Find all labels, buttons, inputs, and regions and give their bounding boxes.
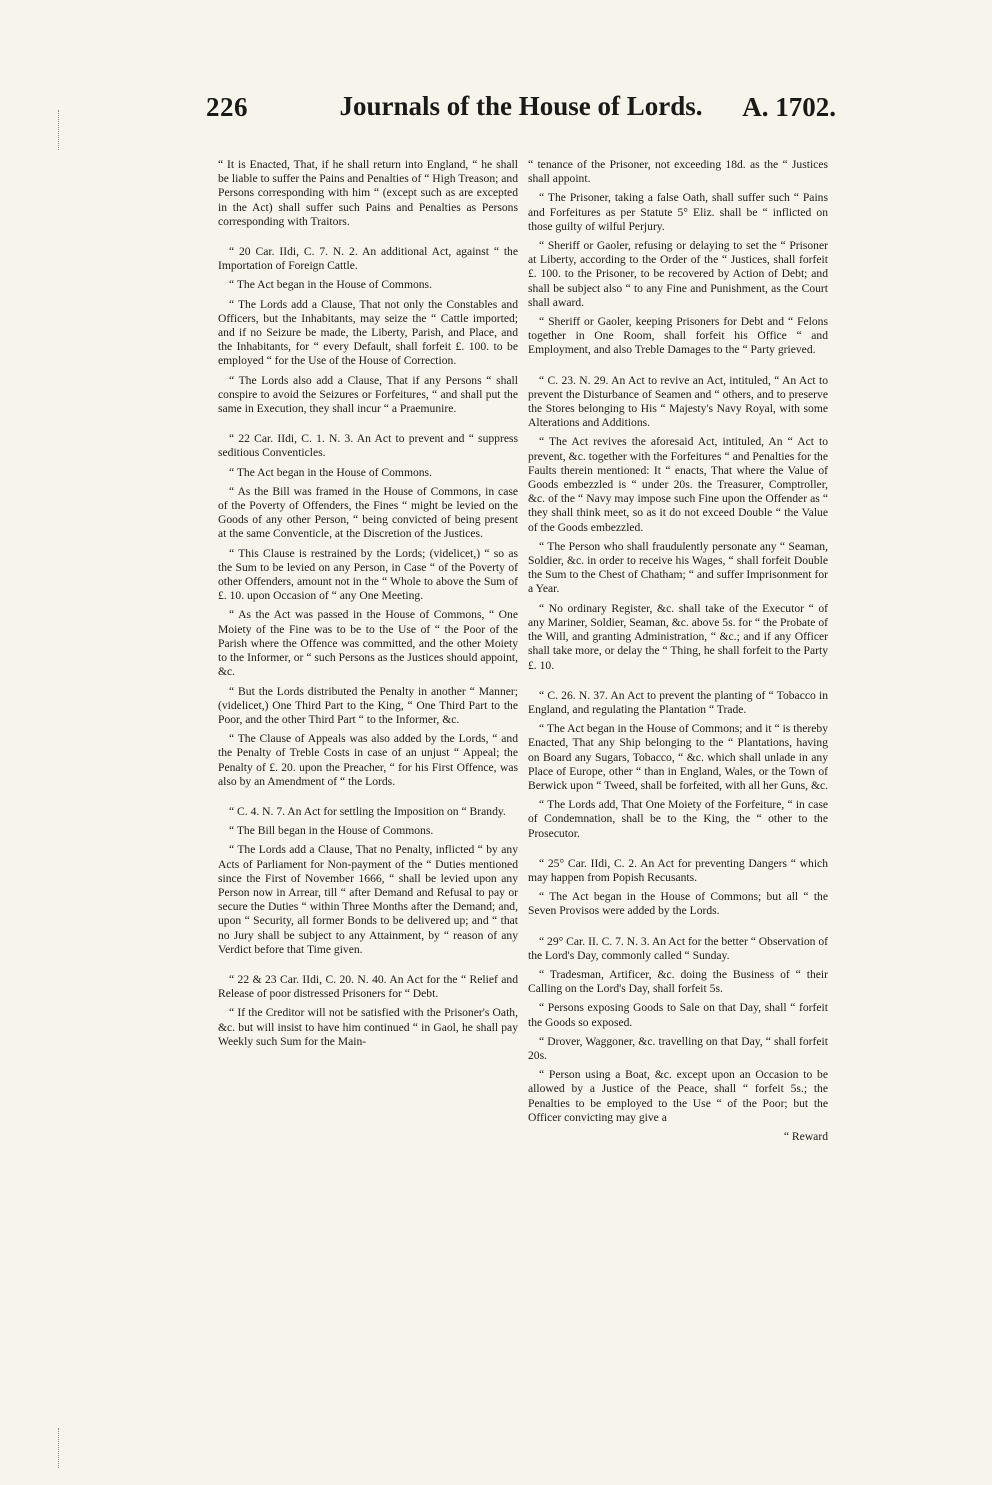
margin-annotation — [58, 110, 69, 150]
page-header — [206, 92, 836, 132]
left-column — [218, 158, 518, 1054]
paragraph: “ The Lords also add a Clause, That if any Persons “ shall conspire to avoid the Seizures or Forfeitures, “ and shall put the same in Execution, they shall incur “ a Praemunire. — [218, 373, 518, 416]
running-title: Journals of the House of Lords. — [339, 91, 703, 121]
paragraph: “ The Act revives the aforesaid Act, intituled, An “ Act to prevent, &c. together with the Forfeitures “ and Penalties for the Faults therein mentioned: It “ enacts, That where the Value of Goods embezzled is “ under 20s. the Treasurer, Comptroller, &c. of the “ Navy may impose such Fine upon the Offender as “ they shall think meet, so as it do not exceed Double “ the Value of the Goods embezzled. — [528, 435, 828, 534]
paragraph: “ Drover, Waggoner, &c. travelling on that Day, “ shall forfeit 20s. — [528, 1034, 828, 1062]
page-number: 226 — [206, 92, 248, 122]
paragraph: “ The Act began in the House of Commons. — [229, 465, 432, 479]
paragraph: “ As the Act was passed in the House of Commons, “ One Moiety of the Fine was to be to the Use of “ the Poor of the Parish where the Offence was committed, and the other Moiety to the Informer, or “ such Persons as the Justices should appoint, &c. — [218, 608, 518, 679]
paragraph: “ Sheriff or Gaoler, refusing or delaying to set the “ Prisoner at Liberty, according to the Order of the “ Justices, shall forfeit £. 100. to the Prisoner, to be recovered by Action of Debt; and shall be subject also “ to any Fine and Punishment, as the Court shall award. — [528, 239, 828, 309]
paragraph: “ The Act began in the House of Commons; but all “ the Seven Provisos were added by the Lords. — [528, 890, 828, 918]
paragraph: “ Tradesman, Artificer, &c. doing the Business of “ their Calling on the Lord's Day, shall forfeit 5s. — [528, 967, 828, 996]
paragraph: “ The Lords add a Clause, That not only the Constables and Officers, but the Inhabitants, may seize the “ Cattle imported; and if no Seizure be made, the Liberty, Parish, and Place, and the Inhabitants, for “ every Default, shall forfeit £. 100. to be employed “ for the Use of the House of Correction. — [218, 297, 518, 368]
paragraph: “ 25° Car. IIdi, C. 2. An Act for preventing Dangers “ which may happen from Popish Recusants. — [528, 856, 828, 884]
paragraph: “ The Act began in the House of Commons. — [229, 278, 432, 292]
paragraph: “ The Person who shall fraudulently personate any “ Seaman, Soldier, &c. in order to receive his Wages, “ shall forfeit Double the Sum to the Chest of Chatham; “ and suffer Imprisonment for a Year. — [528, 539, 828, 596]
paragraph: “ No ordinary Register, &c. shall take of the Executor “ of any Mariner, Soldier, Seaman, &c. above 5s. for “ the Probate of the Will, and granting Administration, “ &c.; and if any Officer shall take more, or delay the “ Thing, he shall forfeit to the Party £. 10. — [528, 601, 828, 672]
paragraph: “ The Bill began in the House of Commons. — [229, 824, 434, 838]
paragraph: “ The Act began in the House of Commons; and it “ is thereby Enacted, That any Ship belonging to the “ Plantations, having on Board any Sugars, Tobacco, “ &c. which shall unlade in any Place of Europe, other “ than in England, Wales, or the Town of Berwick upon “ Tweed, shall be forfeited, with all her Guns, &c. — [528, 722, 829, 792]
paragraph: “ 20 Car. IIdi, C. 7. N. 2. An additional Act, against “ the Importation of Foreign Cattle. — [218, 245, 518, 273]
paragraph: “ Sheriff or Gaoler, keeping Prisoners for Debt and “ Felons together in One Room, shall forfeit his Office “ and Employment, and also Treble Damages to the “ Party grieved. — [528, 315, 828, 357]
margin-annotation — [58, 1428, 69, 1468]
paragraph: “ This Clause is restrained by the Lords; (videlicet,) “ so as the Sum to be levied on any Person, in Case “ of the Poverty of other Offenders, amount not in the “ Whole to above the Sum of £. 10. upon Occasion of “ any One Meeting. — [218, 546, 518, 603]
paragraph: “ tenance of the Prisoner, not exceeding 18d. as the “ Justices shall appoint. — [528, 158, 828, 186]
paragraph: “ C. 26. N. 37. An Act to prevent the planting of “ Tobacco in England, and regulating the Plantation “ Trade. — [528, 688, 828, 716]
paragraph: “ But the Lords distributed the Penalty in another “ Manner; (videlicet,) One Third Part to the King, “ One Third Part to the Poor, and the other Third Part “ to the Informer, &c. — [218, 684, 518, 726]
paragraph: “ The Lords add a Clause, That no Penalty, inflicted “ by any Acts of Parliament for Non-payment of the “ Duties mentioned since the First of November 1666, “ shall be levied upon any Person now in Arrear, till “ after Demand and Refusal to pay or secure the Duties “ within Three Months after the Demand; and, upon “ Security, all former Bonds to be delivered up; and “ that no Jury shall be subject to any Attainment, by “ reason of any Verdict before that Time given. — [218, 843, 518, 956]
paragraph: “ 22 & 23 Car. IIdi, C. 20. N. 40. An Act for the “ Relief and Release of poor distressed Prisoners for “ Debt. — [218, 972, 518, 1001]
paragraph: “ 22 Car. IIdi, C. 1. N. 3. An Act to prevent and “ suppress seditious Conventicles. — [218, 432, 518, 460]
year-label: A. 1702. — [742, 92, 836, 122]
right-column — [528, 158, 828, 1144]
paragraph: “ If the Creditor will not be satisfied with the Prisoner's Oath, &c. but will insist to have him continued “ in Gaol, he shall pay Weekly such Sum for the Main- — [218, 1006, 518, 1048]
paragraph: “ As the Bill was framed in the House of Commons, in case of the Poverty of Offenders, the Fines “ might be levied on the Goods of any other Person, “ being convicted of being present at the same Conventicle, at the Discretion of the Justices. — [218, 484, 518, 541]
paragraph: “ C. 23. N. 29. An Act to revive an Act, intituled, “ An Act to prevent the Disturbance of Seamen and “ others, and to preserve the Stores belonging to His “ Majesty's Navy Royal, with some Alterations and Additions. — [528, 373, 828, 430]
paragraph: “ The Prisoner, taking a false Oath, shall suffer such “ Pains and Forfeitures as per Statute 5° Eliz. shall be “ inflicted on those guilty of wilful Perjury. — [528, 191, 828, 233]
paragraph: “ Persons exposing Goods to Sale on that Day, shall “ forfeit the Goods so exposed. — [528, 1001, 828, 1029]
paragraph: “ It is Enacted, That, if he shall return into England, “ he shall be liable to suffer the Pains and Penalties of “ High Treason; and Persons corresponding with him “ (except such as are excepted in the Act) shall suffer such Pains and Penalties as Persons corresponding with Traitors. — [218, 158, 518, 228]
catchword: “ Reward — [783, 1129, 828, 1143]
paragraph: “ C. 4. N. 7. An Act for settling the Imposition on “ Brandy. — [229, 804, 506, 818]
paragraph: “ Person using a Boat, &c. except upon an Occasion to be allowed by a Justice of the Peace, shall “ forfeit 5s.; the Penalties to be employed to the Use “ of the Poor; but the Officer convicting may give a — [528, 1068, 828, 1124]
paragraph: “ The Clause of Appeals was also added by the Lords, “ and the Penalty of Treble Costs in case of an unjust “ Appeal; the Penalty of £. 20. upon the Preacher, “ for his First Offence, was also by an Amendment of “ the Lords. — [218, 732, 518, 788]
paragraph: “ 29° Car. II. C. 7. N. 3. An Act for the better “ Observation of the Lord's Day, commonly called “ Sunday. — [528, 934, 828, 962]
paragraph: “ The Lords add, That One Moiety of the Forfeiture, “ in case of Condemnation, shall be to the King, the “ other to the Prosecutor. — [528, 798, 828, 840]
